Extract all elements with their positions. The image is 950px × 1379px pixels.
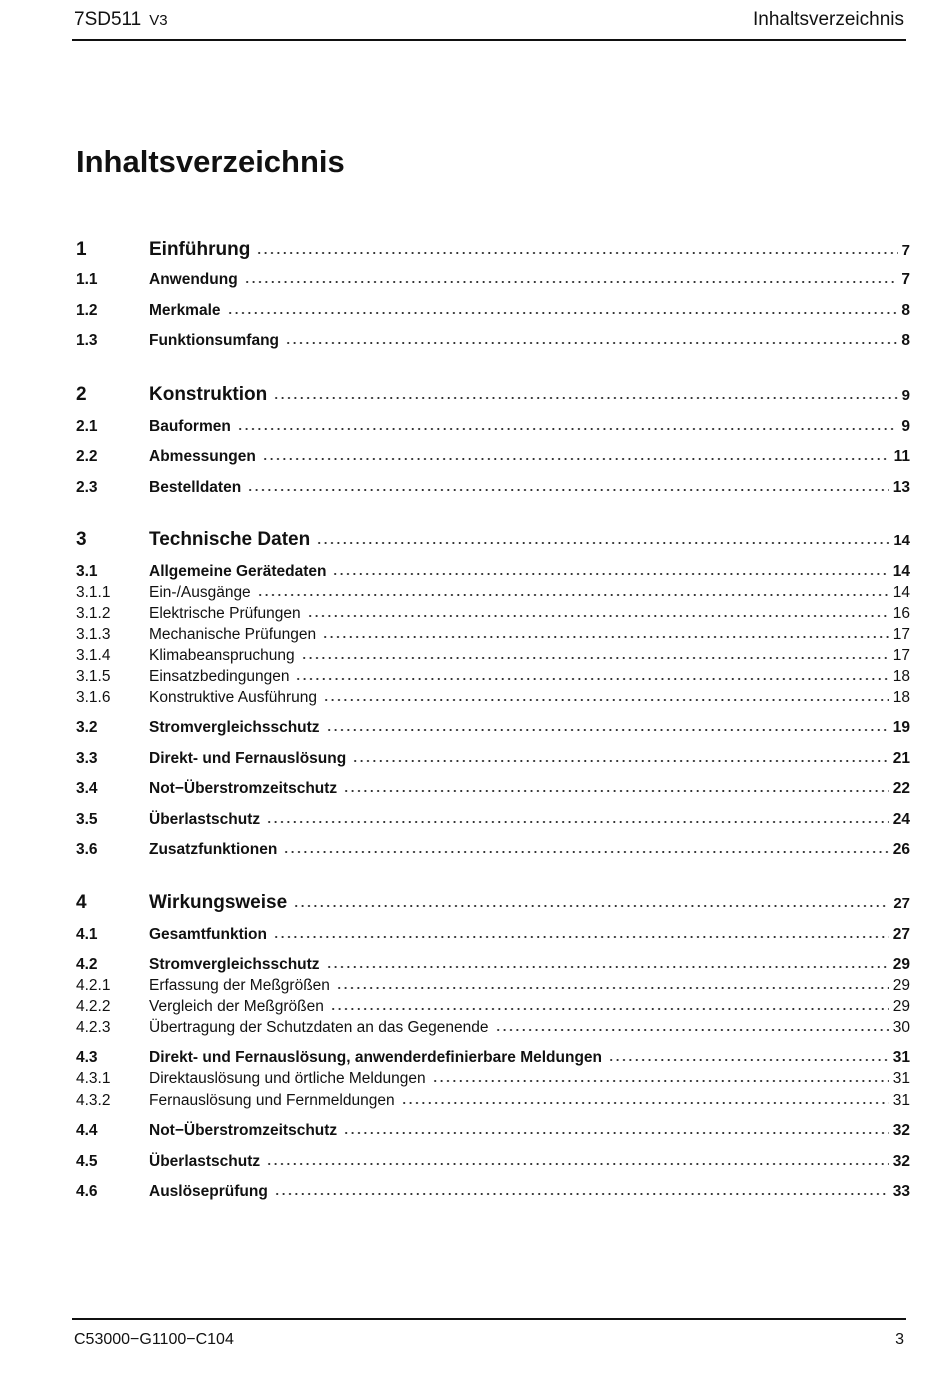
toc-number: 4.1	[76, 926, 98, 944]
toc-label: Klimabeanspruchung	[149, 647, 295, 665]
dot-leader	[608, 1049, 889, 1062]
toc-page-number: 32	[892, 1153, 910, 1171]
toc-number: 3.6	[76, 841, 98, 859]
toc-label: Funktionsumfang	[149, 332, 280, 350]
toc-page-number: 27	[893, 895, 910, 913]
toc-entry[interactable]	[76, 563, 910, 585]
toc-page-number: 30	[892, 1019, 910, 1037]
toc-label: Direktauslösung und örtliche Meldungen	[149, 1070, 426, 1088]
toc-entry[interactable]	[76, 302, 910, 324]
toc-number: 4.2.3	[76, 1019, 111, 1037]
toc-number: 3.5	[76, 811, 98, 829]
toc-number: 1.3	[76, 332, 98, 350]
dot-leader	[332, 563, 888, 576]
dot-leader	[301, 647, 889, 660]
toc-number: 4.3	[76, 1049, 98, 1067]
toc-entry[interactable]	[76, 1092, 910, 1114]
toc-entry[interactable]	[76, 998, 910, 1020]
dot-leader	[432, 1070, 889, 1083]
toc-label: Konstruktion	[149, 384, 268, 406]
dot-leader	[326, 956, 889, 969]
toc-number: 2	[76, 384, 87, 406]
doc-version: V3	[149, 12, 168, 29]
toc-label: Merkmale	[149, 302, 221, 320]
toc-label: Not−Überstromzeitschutz	[149, 780, 338, 798]
toc-label: Ein-/Ausgänge	[149, 584, 251, 602]
toc-label: Einsatzbedingungen	[149, 668, 290, 686]
toc-entry[interactable]	[76, 892, 910, 914]
toc-entry[interactable]	[76, 668, 910, 690]
toc-label: Stromvergleichsschutz	[149, 956, 320, 974]
toc-page-number: 22	[892, 780, 910, 798]
toc-page-number: 13	[892, 479, 910, 497]
toc-page-number: 7	[901, 242, 910, 260]
toc-number: 1.2	[76, 302, 98, 320]
toc-entry[interactable]	[76, 271, 910, 293]
toc-entry[interactable]	[76, 418, 910, 440]
toc-label: Erfassung der Meßgrößen	[149, 977, 330, 995]
dot-leader	[330, 998, 889, 1011]
toc-entry[interactable]	[76, 1153, 910, 1175]
dot-leader	[316, 529, 889, 545]
toc-entry[interactable]	[76, 605, 910, 627]
toc-number: 4.4	[76, 1122, 98, 1140]
dot-leader	[237, 418, 898, 431]
toc-page-number: 14	[892, 563, 910, 581]
toc-entry[interactable]	[76, 780, 910, 802]
toc-page-number: 24	[892, 811, 910, 829]
toc-label: Übertragung der Schutzdaten an das Gegenende	[149, 1019, 489, 1037]
toc-page-number: 17	[892, 647, 910, 665]
dot-leader	[495, 1019, 889, 1032]
toc-page-number: 11	[893, 448, 910, 466]
toc-number: 4.5	[76, 1153, 98, 1171]
toc-entry[interactable]	[76, 626, 910, 648]
dot-leader	[256, 239, 897, 255]
toc-number: 3.1.1	[76, 584, 111, 602]
dot-leader	[401, 1092, 889, 1105]
toc-label: Anwendung	[149, 271, 238, 289]
toc-number: 2.2	[76, 448, 98, 466]
toc-number: 3.1.6	[76, 689, 111, 707]
toc-number: 4.3.2	[76, 1092, 111, 1110]
toc-entry[interactable]	[76, 977, 910, 999]
toc-label: Konstruktive Ausführung	[149, 689, 318, 707]
dot-leader	[293, 892, 889, 908]
toc-entry[interactable]	[76, 811, 910, 833]
dot-leader	[266, 811, 889, 824]
toc-label: Direkt- und Fernauslösung, anwenderdefinierbare Meldungen	[149, 1049, 603, 1067]
toc-entry[interactable]	[76, 841, 910, 863]
dot-leader	[227, 302, 898, 315]
toc-page-number: 31	[892, 1049, 910, 1067]
toc-label: Wirkungsweise	[149, 892, 288, 914]
dot-leader	[326, 719, 889, 732]
toc-number: 3.2	[76, 719, 98, 737]
toc-label: Direkt- und Fernauslösung	[149, 750, 347, 768]
dot-leader	[295, 668, 888, 681]
toc-page-number: 8	[901, 332, 910, 350]
toc-number: 3.1.4	[76, 647, 111, 665]
toc-label: Stromvergleichsschutz	[149, 719, 320, 737]
toc-number: 4.6	[76, 1183, 98, 1201]
toc-page-number: 16	[892, 605, 910, 623]
toc-number: 3.1.2	[76, 605, 111, 623]
toc-page-number: 18	[892, 668, 910, 686]
toc-page-number: 29	[892, 956, 910, 974]
toc-number: 3.4	[76, 780, 98, 798]
toc-entry[interactable]	[76, 956, 910, 978]
toc-page-number: 29	[892, 977, 910, 995]
toc-entry[interactable]	[76, 1183, 910, 1205]
toc-entry[interactable]	[76, 384, 910, 406]
toc-entry[interactable]	[76, 1049, 910, 1071]
toc-page-number: 29	[892, 998, 910, 1016]
toc-number: 4.3.1	[76, 1070, 111, 1088]
toc-label: Bestelldaten	[149, 479, 242, 497]
toc-label: Elektrische Prüfungen	[149, 605, 301, 623]
dot-leader	[273, 926, 889, 939]
toc-page-number: 9	[901, 387, 910, 405]
toc-number: 1	[76, 239, 87, 261]
footer-order-number: C53000−G1100−C104	[74, 1331, 234, 1348]
toc-page-number: 17	[892, 626, 910, 644]
dot-leader	[343, 1122, 889, 1135]
toc-label: Gesamtfunktion	[149, 926, 267, 944]
toc-label: Abmessungen	[149, 448, 256, 466]
toc-entry[interactable]	[76, 1019, 910, 1041]
dot-leader	[244, 271, 898, 284]
toc-entry[interactable]	[76, 239, 910, 261]
dot-leader	[273, 384, 897, 400]
toc-entry[interactable]	[76, 1070, 910, 1092]
toc-page-number: 31	[892, 1070, 910, 1088]
toc-entry[interactable]	[76, 584, 910, 606]
toc-number: 2.1	[76, 418, 98, 436]
toc-page-number: 26	[892, 841, 910, 859]
toc-number: 4.2.2	[76, 998, 111, 1016]
toc-number: 3.1	[76, 563, 98, 581]
toc-page-number: 21	[892, 750, 910, 768]
toc-number: 3.3	[76, 750, 98, 768]
dot-leader	[274, 1183, 889, 1196]
toc-entry[interactable]	[76, 926, 910, 948]
toc-entry[interactable]	[76, 1122, 910, 1144]
toc-page-number: 8	[901, 302, 910, 320]
toc-label: Mechanische Prüfungen	[149, 626, 317, 644]
toc-label: Bauformen	[149, 418, 231, 436]
toc-entry[interactable]	[76, 479, 910, 501]
dot-leader	[283, 841, 888, 854]
dot-leader	[336, 977, 889, 990]
toc-entry[interactable]	[76, 689, 910, 711]
toc-entry[interactable]	[76, 719, 910, 741]
toc-page-number: 31	[892, 1092, 910, 1110]
dot-leader	[323, 689, 889, 702]
toc-page-number: 7	[901, 271, 910, 289]
dot-leader	[285, 332, 897, 345]
dot-leader	[247, 479, 889, 492]
dot-leader	[307, 605, 889, 618]
toc-number: 4	[76, 892, 87, 914]
toc-page-number: 18	[892, 689, 910, 707]
toc-label: Not−Überstromzeitschutz	[149, 1122, 338, 1140]
dot-leader	[322, 626, 889, 639]
toc-number: 3	[76, 529, 87, 551]
toc-page-number: 14	[893, 532, 910, 550]
doc-id: 7SD511	[74, 9, 142, 30]
toc-label: Technische Daten	[149, 529, 311, 551]
dot-leader	[262, 448, 890, 461]
header-section-title: Inhaltsverzeichnis	[752, 9, 904, 30]
dot-leader	[266, 1153, 889, 1166]
toc-number: 2.3	[76, 479, 98, 497]
toc-entry[interactable]	[76, 750, 910, 772]
page-footer	[72, 1318, 906, 1354]
toc-page-number: 32	[892, 1122, 910, 1140]
toc-label: Vergleich der Meßgrößen	[149, 998, 324, 1016]
toc-label: Überlastschutz	[149, 1153, 261, 1171]
dot-leader	[343, 780, 889, 793]
toc-page-number: 19	[892, 719, 910, 737]
toc-entry[interactable]	[76, 448, 910, 470]
toc-label: Auslöseprüfung	[149, 1183, 268, 1201]
footer-page-number: 3	[895, 1331, 904, 1348]
toc-number: 4.2.1	[76, 977, 111, 995]
toc-number: 4.2	[76, 956, 98, 974]
dot-leader	[352, 750, 889, 763]
toc-label: Fernauslösung und Fernmeldungen	[149, 1092, 395, 1110]
page-title: Inhaltsverzeichnis	[76, 144, 345, 179]
toc-label: Einführung	[149, 239, 251, 261]
toc-number: 3.1.3	[76, 626, 111, 644]
toc-page-number: 27	[892, 926, 910, 944]
toc-number: 1.1	[76, 271, 98, 289]
toc-entry[interactable]	[76, 529, 910, 551]
toc-page-number: 33	[892, 1183, 910, 1201]
toc-label: Zusatzfunktionen	[149, 841, 278, 859]
dot-leader	[257, 584, 889, 597]
toc-label: Überlastschutz	[149, 811, 261, 829]
toc-entry[interactable]	[76, 647, 910, 669]
toc-number: 3.1.5	[76, 668, 111, 686]
toc-entry[interactable]	[76, 332, 910, 354]
toc-page-number: 9	[901, 418, 910, 436]
toc-label: Allgemeine Gerätedaten	[149, 563, 327, 581]
toc-page-number: 14	[892, 584, 910, 602]
